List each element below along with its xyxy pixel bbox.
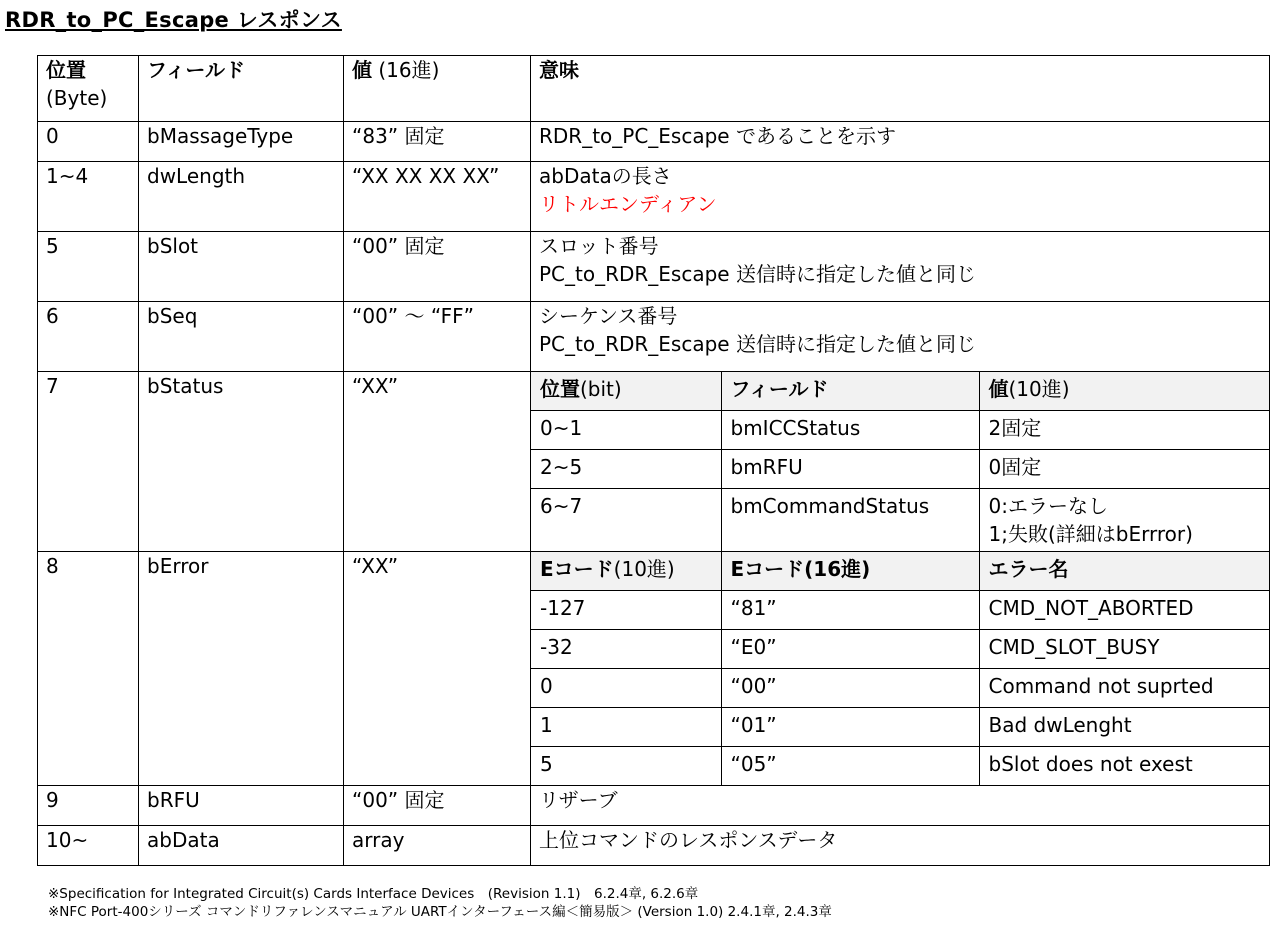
error-code-hex: “01” bbox=[721, 708, 979, 747]
error-code-row bbox=[531, 630, 1269, 669]
cell-field: bMassageType bbox=[139, 122, 344, 162]
error-code-hex: “E0” bbox=[721, 630, 979, 669]
cell-field: abData bbox=[139, 826, 344, 866]
status-bits-row bbox=[531, 450, 1269, 489]
status-bit-position: 2~5 bbox=[531, 450, 721, 489]
status-bit-value: 2固定 bbox=[979, 411, 1269, 450]
status-bits-table bbox=[531, 372, 1269, 551]
status-header-position: 位置(bit) bbox=[531, 372, 721, 411]
table-row bbox=[38, 162, 1270, 232]
table-row bbox=[38, 232, 1270, 302]
cell-value: “00” ～ “FF” bbox=[344, 302, 531, 372]
cell-field: bError bbox=[139, 552, 344, 786]
cell-value: “XX XX XX XX” bbox=[344, 162, 531, 232]
error-code-name: Command not suprted bbox=[979, 669, 1269, 708]
error-code-hex: “05” bbox=[721, 747, 979, 786]
error-codes-header bbox=[531, 552, 1269, 591]
cell-field: bStatus bbox=[139, 372, 344, 552]
little-endian-note: リトルエンディアン bbox=[539, 192, 717, 216]
status-header-field: フィールド bbox=[721, 372, 979, 411]
error-code-dec: -127 bbox=[531, 591, 721, 630]
cell-field: bSeq bbox=[139, 302, 344, 372]
status-bits-row bbox=[531, 489, 1269, 552]
cell-meaning: スロット番号 PC_to_RDR_Escape 送信時に指定した値と同じ bbox=[531, 232, 1270, 302]
cell-meaning: 上位コマンドのレスポンスデータ bbox=[531, 826, 1270, 866]
error-codes-table bbox=[531, 552, 1269, 785]
table-row bbox=[38, 786, 1270, 826]
header-field: フィールド bbox=[139, 56, 344, 122]
response-table bbox=[37, 55, 1270, 866]
cell-position: 1~4 bbox=[38, 162, 139, 232]
error-code-row bbox=[531, 591, 1269, 630]
cell-position: 7 bbox=[38, 372, 139, 552]
status-bit-field: bmRFU bbox=[721, 450, 979, 489]
status-bit-field: bmICCStatus bbox=[721, 411, 979, 450]
cell-meaning: シーケンス番号 PC_to_RDR_Escape 送信時に指定した値と同じ bbox=[531, 302, 1270, 372]
cell-value: “XX” bbox=[344, 552, 531, 786]
status-bit-position: 6~7 bbox=[531, 489, 721, 552]
cell-value: “XX” bbox=[344, 372, 531, 552]
table-row bbox=[38, 302, 1270, 372]
footnote-ccid-spec: ※Specification for Integrated Circuit(s) Cards Interface Devices (Revision 1.1) 6.2.4章, 6.2.6章 bbox=[48, 886, 699, 902]
cell-position: 6 bbox=[38, 302, 139, 372]
cell-field: bRFU bbox=[139, 786, 344, 826]
error-code-hex: “81” bbox=[721, 591, 979, 630]
status-bits-header bbox=[531, 372, 1269, 411]
status-bit-value: 0固定 bbox=[979, 450, 1269, 489]
error-code-row bbox=[531, 669, 1269, 708]
cell-position: 9 bbox=[38, 786, 139, 826]
cell-position: 0 bbox=[38, 122, 139, 162]
cell-field: dwLength bbox=[139, 162, 344, 232]
footnotes bbox=[48, 886, 832, 921]
status-header-value: 値(10進) bbox=[979, 372, 1269, 411]
error-header-code16: Eコード(16進) bbox=[721, 552, 979, 591]
cell-value: “00” 固定 bbox=[344, 786, 531, 826]
status-bit-value: 0:エラーなし 1;失敗(詳細はbErrror) bbox=[979, 489, 1269, 552]
error-code-row bbox=[531, 747, 1269, 786]
status-bit-field: bmCommandStatus bbox=[721, 489, 979, 552]
footnote-nfc-port-manual: ※NFC Port-400シリーズ コマンドリファレンスマニュアル UARTインターフェース編＜簡易版＞ (Version 1.0) 2.4.1章, 2.4.3章 bbox=[48, 903, 832, 920]
error-code-dec: -32 bbox=[531, 630, 721, 669]
error-code-hex: “00” bbox=[721, 669, 979, 708]
error-code-row bbox=[531, 708, 1269, 747]
header-value: 値 (16進) bbox=[344, 56, 531, 122]
cell-value: “83” 固定 bbox=[344, 122, 531, 162]
error-code-dec: 5 bbox=[531, 747, 721, 786]
table-header-row bbox=[38, 56, 1270, 122]
cell-position: 5 bbox=[38, 232, 139, 302]
error-codes-cell bbox=[531, 552, 1270, 786]
error-header-code10: Eコード(10進) bbox=[531, 552, 721, 591]
cell-position: 10~ bbox=[38, 826, 139, 866]
cell-value: “00” 固定 bbox=[344, 232, 531, 302]
cell-position: 8 bbox=[38, 552, 139, 786]
error-header-name: エラー名 bbox=[979, 552, 1269, 591]
error-code-name: CMD_NOT_ABORTED bbox=[979, 591, 1269, 630]
table-row bbox=[38, 122, 1270, 162]
page-title: RDR_to_PC_Escape レスポンス bbox=[5, 8, 342, 32]
table-row bbox=[38, 372, 1270, 552]
table-row bbox=[38, 552, 1270, 786]
header-position: 位置 (Byte) bbox=[38, 56, 139, 122]
cell-value: array bbox=[344, 826, 531, 866]
status-bits-row bbox=[531, 411, 1269, 450]
status-bits-cell bbox=[531, 372, 1270, 552]
cell-field: bSlot bbox=[139, 232, 344, 302]
error-code-name: CMD_SLOT_BUSY bbox=[979, 630, 1269, 669]
error-code-name: Bad dwLenght bbox=[979, 708, 1269, 747]
error-code-dec: 0 bbox=[531, 669, 721, 708]
cell-meaning: RDR_to_PC_Escape であることを示す bbox=[531, 122, 1270, 162]
cell-meaning: abDataの長さ リトルエンディアン bbox=[531, 162, 1270, 232]
header-meaning: 意味 bbox=[531, 56, 1270, 122]
table-row bbox=[38, 826, 1270, 866]
status-bit-position: 0~1 bbox=[531, 411, 721, 450]
error-code-name: bSlot does not exest bbox=[979, 747, 1269, 786]
error-code-dec: 1 bbox=[531, 708, 721, 747]
cell-meaning: リザーブ bbox=[531, 786, 1270, 826]
